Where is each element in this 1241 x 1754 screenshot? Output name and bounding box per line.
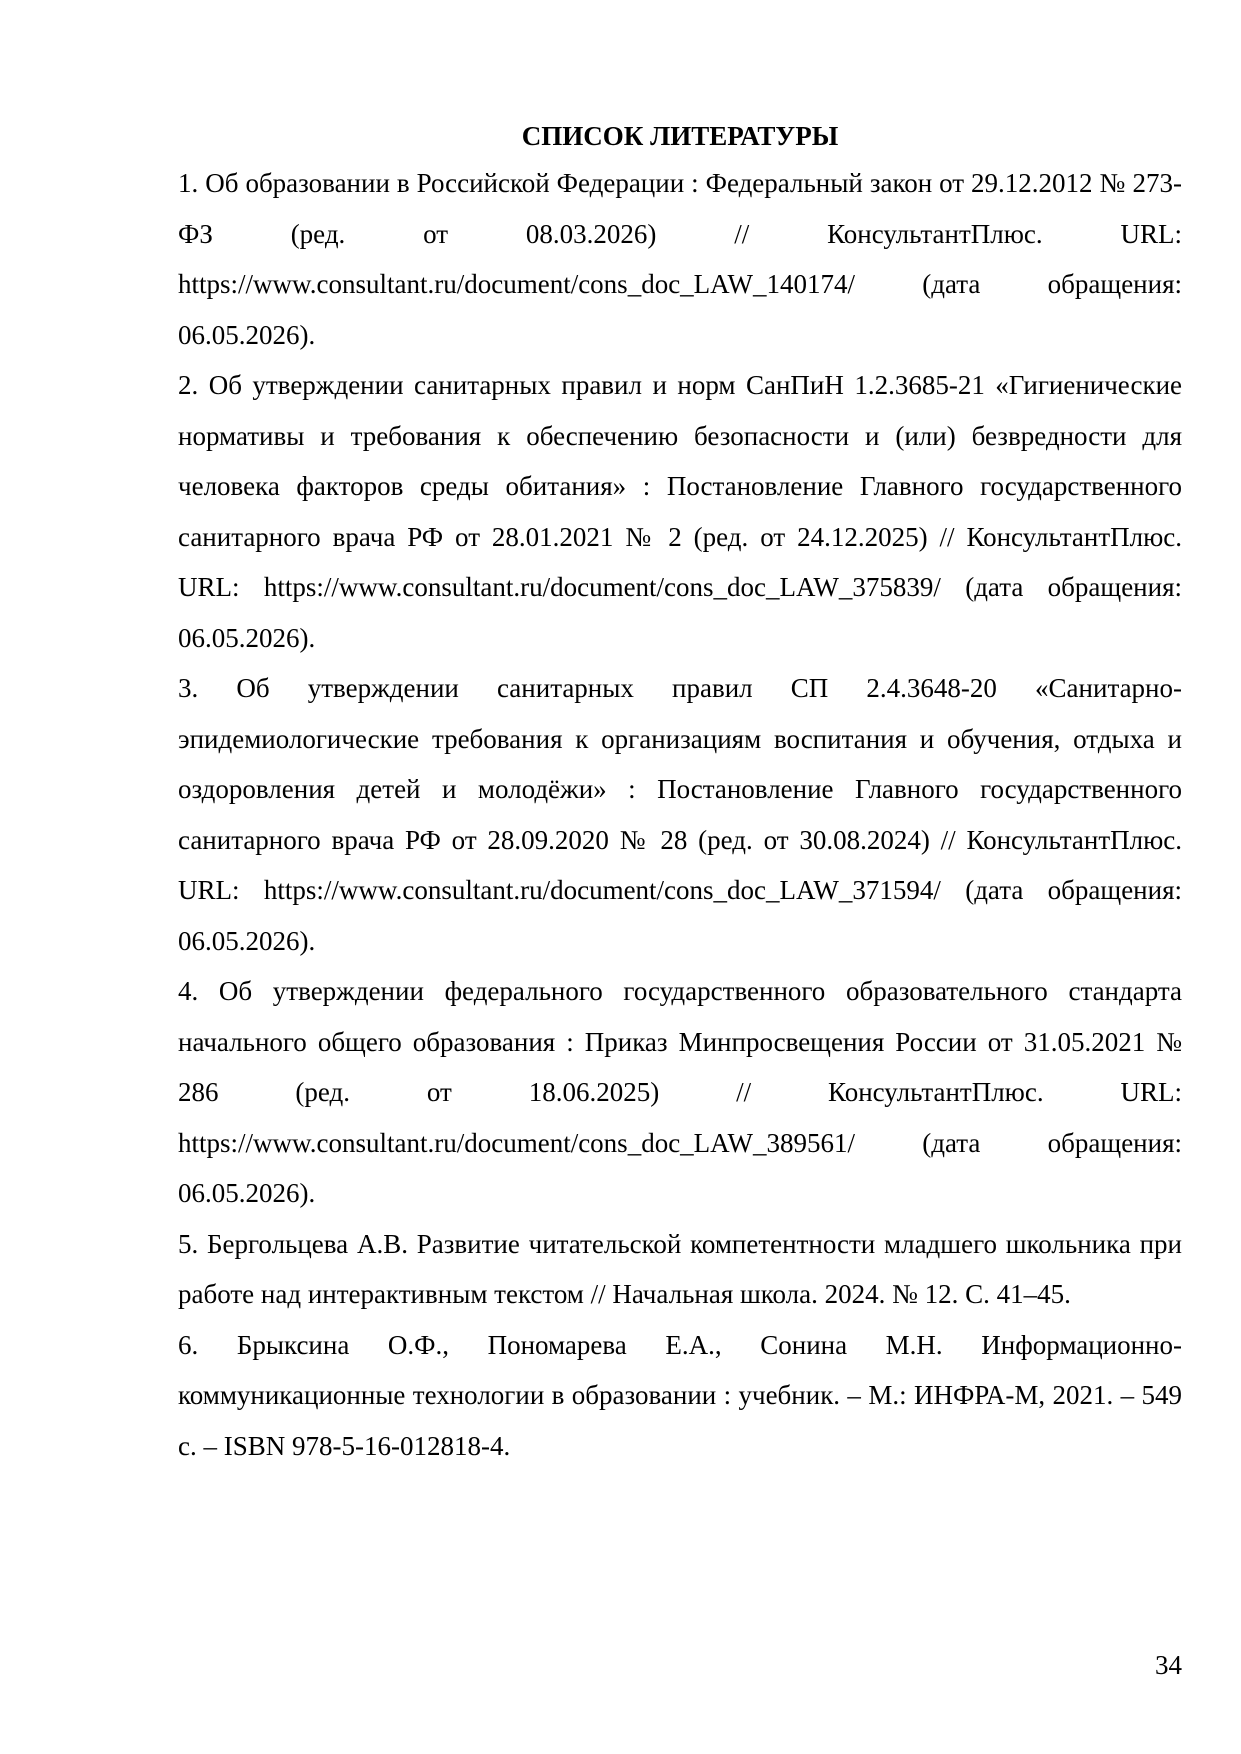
reference-item-2: 2. Об утверждении санитарных правил и норм СанПиН 1.2.3685-21 «Гигиенические нормативы и требования к обеспечению безопасности и (или) безвредности для человека факторов среды обитания» : Постановление Главного государственного санитарного врача РФ от 28.01.2021 № 2 (ред. от 24.12.2025) // КонсультантПлюс. URL: https://www.consultant.ru/document/cons_doc_LAW_375839/ (дата обращения: 06.05.2026). bbox=[178, 370, 1182, 653]
page-number: 34 bbox=[1155, 1650, 1182, 1680]
reference-item-1: 1. Об образовании в Российской Федерации : Федеральный закон от 29.12.2012 № 273-ФЗ (ред. от 08.03.2026) // КонсультантПлюс. URL: https://www.consultant.ru/document/cons_doc_LAW_140174/ (дата обращения: 06.05.2026). bbox=[178, 168, 1182, 350]
page-title: СПИСОК ЛИТЕРАТУРЫ bbox=[521, 121, 839, 151]
reference-item-4: 4. Об утверждении федерального государственного образовательного стандарта начального общего образования : Приказ Минпросвещения России от 31.05.2021 № 286 (ред. от 18.06.2025) // КонсультантПлюс. URL: https://www.consultant.ru/document/cons_doc_LAW_389561/ (дата обращения: 06.05.2026). bbox=[178, 976, 1182, 1208]
reference-item-6: 6. Брыксина О.Ф., Пономарева Е.А., Сонина М.Н. Информационно-коммуникационные технологии в образовании : учебник. – М.: ИНФРА-М, 2021. – 549 с. – ISBN 978-5-16-012818-4. bbox=[178, 1329, 1182, 1461]
reference-item-5: 5. Бергольцева А.В. Развитие читательской компетентности младшего школьника при работе над интерактивным текстом // Начальная школа. 2024. № 12. С. 41–45. bbox=[178, 1228, 1182, 1309]
reference-list bbox=[178, 158, 1182, 1471]
reference-item-3: 3. Об утверждении санитарных правил СП 2.4.3648-20 «Санитарно-эпидемиологические требования к организациям воспитания и обучения, отдыха и оздоровления детей и молодёжи» : Постановление Главного государственного санитарного врача РФ от 28.09.2020 № 28 (ред. от 30.08.2024) // КонсультантПлюс. URL: https://www.consultant.ru/document/cons_doc_LAW_371594/ (дата обращения: 06.05.2026). bbox=[178, 673, 1182, 956]
